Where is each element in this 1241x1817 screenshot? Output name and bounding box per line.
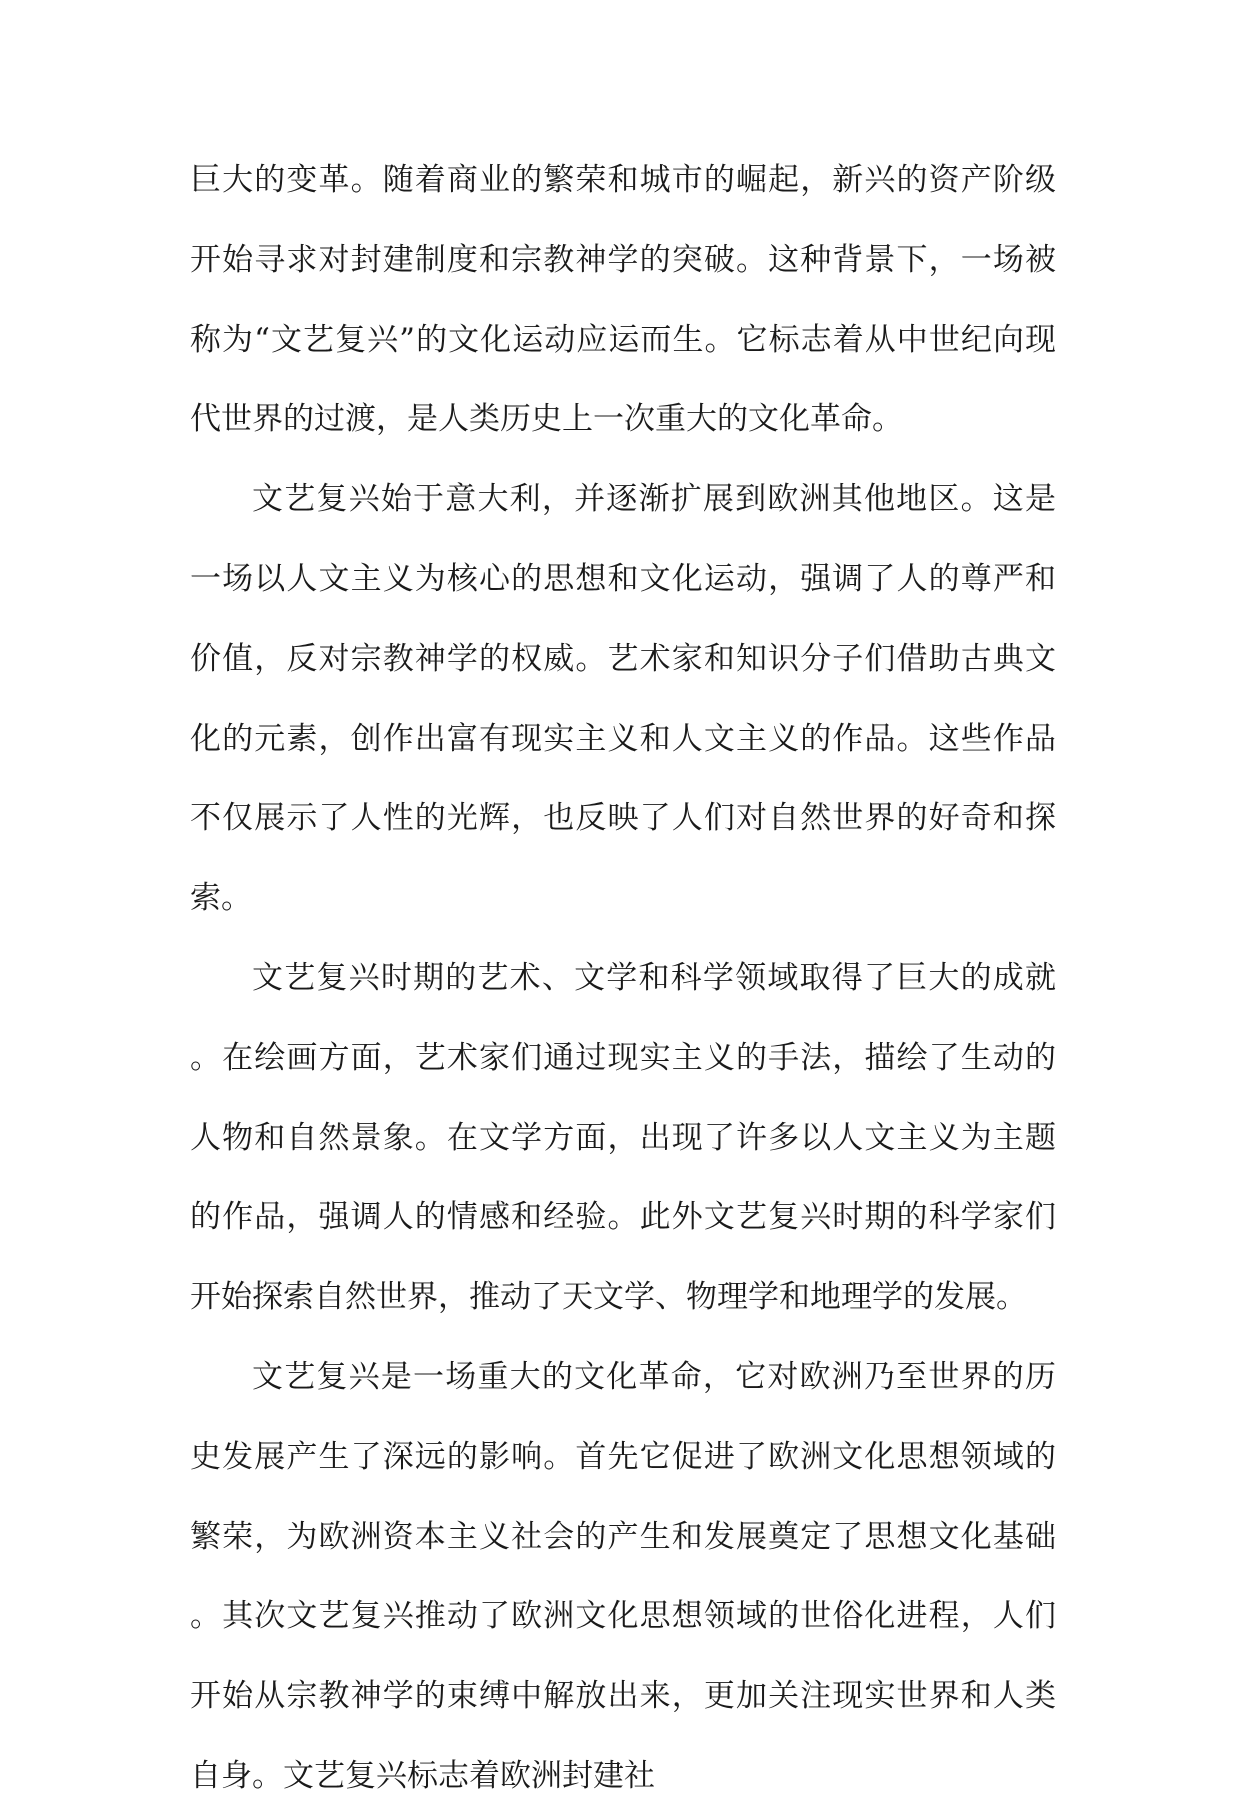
- paragraph-continuation: 巨大的变革。随着商业的繁荣和城市的崛起，新兴的资产阶级开始寻求对封建制度和宗教神学的突破。这种背景下，一场被称为“文艺复兴”的文化运动应运而生。它标志着从中世纪向现代世界的过渡，是人类历史上一次重大的文化革命。: [190, 162, 1056, 438]
- body-text: [190, 141, 1056, 1817]
- paragraph-renaissance-achievements: 文艺复兴时期的艺术、文学和科学领域取得了巨大的成就。在绘画方面，艺术家们通过现实主义的手法，描绘了生动的人物和自然景象。在文学方面，出现了许多以人文主义为主题的作品，强调人的情感和经验。此外文艺复兴时期的科学家们开始探索自然世界，推动了天文学、物理学和地理学的发展。: [190, 959, 1056, 1316]
- paragraph-renaissance-impact: 文艺复兴是一场重大的文化革命，它对欧洲乃至世界的历史发展产生了深远的影响。首先它促进了欧洲文化思想领域的繁荣，为欧洲资本主义社会的产生和发展奠定了思想文化基础。其次文艺复兴推动了欧洲文化思想领域的世俗化进程，人们开始从宗教神学的束缚中解放出来，更加关注现实世界和人类自身。文艺复兴标志着欧洲封建社: [190, 1358, 1056, 1794]
- paragraph-renaissance-origin: 文艺复兴始于意大利，并逐渐扩展到欧洲其他地区。这是一场以人文主义为核心的思想和文化运动，强调了人的尊严和价值，反对宗教神学的权威。艺术家和知识分子们借助古典文化的元素，创作出富有现实主义和人文主义的作品。这些作品不仅展示了人性的光辉，也反映了人们对自然世界的好奇和探索。: [190, 481, 1056, 917]
